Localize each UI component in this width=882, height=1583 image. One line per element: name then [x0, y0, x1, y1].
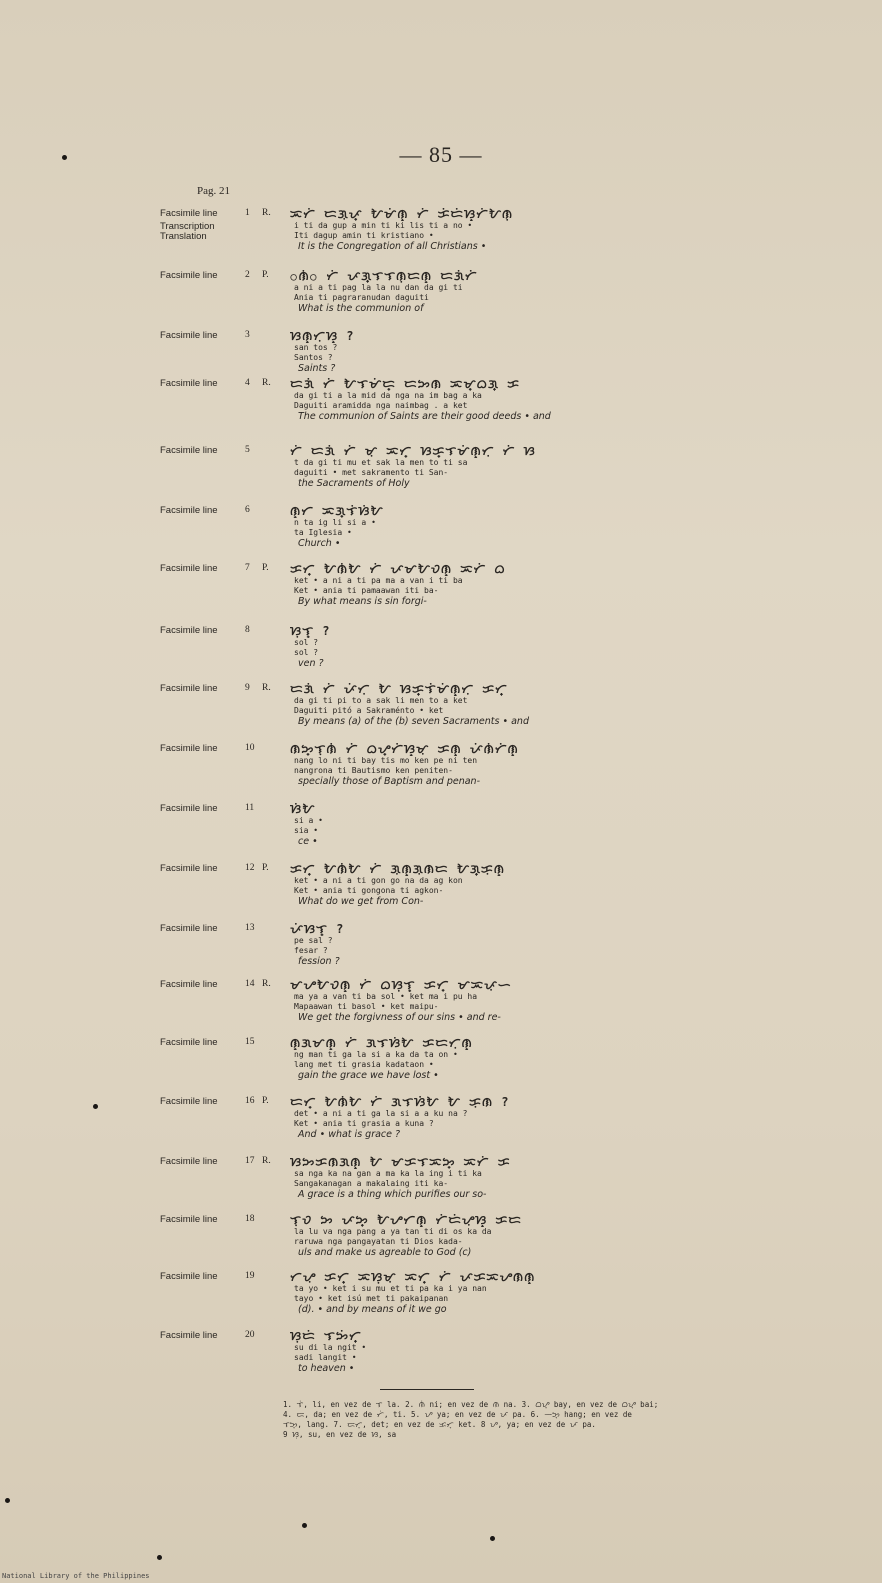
footnote-rule	[380, 1389, 474, 1390]
baybayin-script: ᜉᜒᜐᜎ᜔ ?	[290, 923, 345, 936]
english-translation: We get the forgivness of our sins • and re-	[298, 1012, 501, 1023]
facsimile-line-label: Facsimile line	[160, 445, 218, 456]
english-translation: Saints ?	[298, 363, 336, 374]
transcription: su di la ngit •	[294, 1343, 367, 1352]
facsimile-line-label: Facsimile line	[160, 563, 218, 574]
facsimile-line-number: 2	[245, 270, 250, 280]
ilocano-text: Daguiti pitó a Sakraménto • ket	[294, 706, 444, 715]
facsimile-line-label: Facsimile line	[160, 330, 218, 341]
baybayin-script: ᜇᜄᜒ ᜆᜒ ᜉᜒᜆᜓ ᜀ ᜐᜃ᜔ᜎᜒᜋᜒᜈ᜔ᜆᜓ ᜃᜆ᜔	[290, 683, 508, 696]
transcription: ma ya a van ti ba sol • ket ma i pu ha	[294, 992, 478, 1001]
facsimile-line-label: Facsimile line	[160, 979, 218, 990]
scan-speck	[62, 155, 67, 160]
speaker-marker: P.	[262, 270, 269, 280]
row-sublabel: Translation	[160, 231, 207, 242]
ilocano-text: Daguiti aramidda nga naimbag . a ket	[294, 401, 468, 410]
ilocano-text: Iti dagup amin ti kristiano •	[294, 231, 434, 240]
english-translation: What do we get from Con-	[298, 896, 424, 907]
footnote-line: ᜎᜅ᜔, lang. 7. ᜇᜆ᜔, det; en vez de ᜃᜆ᜔ ket. 8 ᜌ, ya; en vez de ᜉ pa.	[283, 1420, 596, 1429]
english-translation: ce •	[298, 836, 318, 847]
ilocano-text: fesar ?	[294, 946, 328, 955]
line-content	[290, 208, 720, 252]
line-content	[290, 979, 720, 1023]
baybayin-script: ᜐᜈ᜔ᜆᜓᜐ᜔ ?	[290, 330, 355, 343]
facsimile-line-label: Facsimile line	[160, 505, 218, 516]
transcription: ta yo • ket i su mu et ti pa ka i ya nan	[294, 1284, 487, 1293]
english-translation: By means (a) of the (b) seven Sacraments • and	[298, 716, 529, 727]
footnotes	[283, 1400, 713, 1440]
ilocano-text: daguiti • met sakramento ti San-	[294, 468, 449, 477]
scan-speck	[93, 1104, 98, 1109]
facsimile-line-number: 13	[245, 923, 255, 933]
line-content	[290, 378, 720, 422]
transcription: t da gi ti mu et sak la men to ti sa	[294, 458, 468, 467]
page-reference: Pag. 21	[197, 185, 230, 197]
english-translation: gain the grace we have lost •	[298, 1070, 439, 1081]
ilocano-text: sia •	[294, 826, 319, 835]
ilocano-text: sadi langit •	[294, 1353, 357, 1362]
line-content	[290, 1330, 720, 1374]
facsimile-line-label: Facsimile line	[160, 743, 218, 754]
transcription: sol ?	[294, 638, 319, 647]
facsimile-line-label: Facsimile line	[160, 923, 218, 934]
ilocano-text: tayo • ket isú met ti pakaipanan	[294, 1294, 449, 1303]
page-number: — 85 —	[399, 142, 483, 167]
transcription: ket • a ni a ti pa ma a van i ti ba	[294, 576, 463, 585]
scan-speck	[490, 1536, 495, 1541]
english-translation: A grace is a thing which purifies our so-	[298, 1189, 487, 1200]
line-content	[290, 445, 720, 489]
baybayin-script: ᜃᜆ᜔ ᜀᜈᜒᜀ ᜆᜒ ᜉᜋᜀᜏᜈ᜔ ᜁᜆᜒ ᜊ	[290, 563, 506, 576]
facsimile-line-label: Facsimile line	[160, 625, 218, 636]
facsimile-line-label: Facsimile line	[160, 1156, 218, 1167]
line-content	[290, 625, 720, 669]
baybayin-script: ᜐᜓᜎ᜔ ?	[290, 625, 331, 638]
facsimile-line-number: 20	[245, 1330, 255, 1340]
facsimile-line-label: Facsimile line	[160, 803, 218, 814]
facsimile-line-number: 11	[245, 803, 255, 813]
transcription: pe sal ?	[294, 936, 333, 945]
line-content	[290, 923, 720, 967]
facsimile-line-number: 18	[245, 1214, 255, 1224]
facsimile-line-number: 12	[245, 863, 255, 873]
english-translation: uls and make us agreable to God (c)	[298, 1247, 472, 1258]
baybayin-script: ᜇᜄᜒ ᜆᜒ ᜀᜎᜋᜒᜇ᜔ ᜇᜅᜈ ᜁᜋ᜔ᜊᜄ᜔ ᜃ	[290, 378, 520, 391]
scan-speck	[302, 1523, 307, 1528]
facsimile-line-label: Facsimile line	[160, 1271, 218, 1282]
ilocano-text: lang met ti grasia kadataon •	[294, 1060, 434, 1069]
facsimile-line-label: Facsimile line	[160, 1214, 218, 1225]
transcription: i ti da gup a min ti ki lis ti a no •	[294, 221, 473, 230]
english-translation: ven ?	[298, 658, 324, 669]
baybayin-script: ᜐᜅᜃᜈᜄᜈ᜔ ᜀ ᜋᜃᜎᜁᜅ᜔ ᜁᜆᜒ ᜃ	[290, 1156, 511, 1169]
facsimile-line-number: 10	[245, 743, 255, 753]
footnote-line: 4. ᜇ, da; en vez de ᜆᜒ, ti. 5. ᜌ ya; en vez de ᜉ pa. 6. ᜑᜅ᜔ hang; en vez de	[283, 1410, 632, 1419]
ilocano-text: raruwa nga pangayatan ti Dios kada-	[294, 1237, 463, 1246]
line-content	[290, 505, 720, 549]
facsimile-line-label: Facsimile line	[160, 683, 218, 694]
line-content	[290, 863, 720, 907]
english-translation: Church •	[298, 538, 341, 549]
english-translation: specially those of Baptism and penan-	[298, 776, 480, 787]
ilocano-text: Santos ?	[294, 353, 333, 362]
transcription: la lu va nga pang a ya tan ti di os ka da	[294, 1227, 492, 1236]
english-translation: What is the communion of	[298, 303, 424, 314]
line-content	[290, 1156, 720, 1200]
ilocano-text: Ania ti pagraranudan daguiti	[294, 293, 429, 302]
transcription: nang lo ni ti bay tis mo ken pe ni ten	[294, 756, 478, 765]
english-translation: By what means is sin forgi-	[298, 596, 427, 607]
line-content	[290, 563, 720, 607]
facsimile-line-label: Facsimile line	[160, 1330, 218, 1341]
transcription: da gi ti pi to a sak li men to a ket	[294, 696, 468, 705]
ilocano-text: ta Iglesia •	[294, 528, 352, 537]
ilocano-text: Ket • ania ti gongona ti agkon-	[294, 886, 444, 895]
footnote-line: 9 ᜐᜓ, su, en vez de ᜐ, sa	[283, 1430, 397, 1439]
baybayin-script: ᜎᜓᜏ ᜅ ᜉᜅ᜔ ᜀᜌᜆᜈ᜔ ᜆᜒᜇᜒᜌᜓᜐ᜔ ᜃᜇ	[290, 1214, 522, 1227]
baybayin-script: ᜁᜆᜒ ᜇᜄᜓᜉ᜔ ᜀᜋᜒᜈ᜔ ᜆᜒ ᜃᜒᜇᜒᜐ᜔ᜆᜒᜀᜈᜓ	[290, 208, 514, 221]
facsimile-line-number: 3	[245, 330, 250, 340]
facsimile-line-label: Facsimile line	[160, 1096, 218, 1107]
ilocano-text: Ket • ania ti grasia a kuna ?	[294, 1119, 434, 1128]
baybayin-script: ᜈ᜔ᜄᜋᜈ᜔ ᜆᜒ ᜄᜎᜐᜒᜀ ᜃᜇᜆᜓᜈ᜔	[290, 1037, 473, 1050]
speaker-marker: P.	[262, 563, 269, 573]
baybayin-script: ᜆᜒ ᜇᜄᜒ ᜆᜒ ᜋᜓ ᜁᜆ᜔ ᜐᜃ᜔ᜎᜋᜒᜈ᜔ᜆᜓ ᜆᜒ ᜐ	[290, 445, 536, 458]
ilocano-text: Mapaawan ti basol • ket maipu-	[294, 1002, 439, 1011]
transcription: ket • a ni a ti gon go na da ag kon	[294, 876, 463, 885]
footnote-line: 1. ᜎᜒ, li, en vez de ᜎ la. 2. ᜈᜒ ni; en vez de ᜈ na. 3. ᜊᜌ᜔ bay, en vez de ᜊᜌ᜔ bai;	[283, 1400, 659, 1409]
baybayin-script: ᜐᜓᜇᜒ ᜎᜅᜒᜆ᜔	[290, 1330, 362, 1343]
transcription: si a •	[294, 816, 323, 825]
facsimile-line-label: Facsimile line	[160, 270, 218, 281]
baybayin-script: ᜆᜌᜓ ᜃᜆ᜔ ᜁᜐᜓᜋᜓ ᜁᜆ᜔ ᜆᜒ ᜉᜃᜁᜌᜈᜈ᜔	[290, 1271, 536, 1284]
transcription: sa nga ka na gan a ma ka la ing i ti ka	[294, 1169, 482, 1178]
ilocano-text: sol ?	[294, 648, 319, 657]
line-content	[290, 1096, 720, 1140]
scan-speck	[157, 1555, 162, 1560]
facsimile-line-number: 7	[245, 563, 250, 573]
facsimile-line-number: 17	[245, 1156, 255, 1166]
facsimile-line-number: 9	[245, 683, 250, 693]
facsimile-line-number: 4	[245, 378, 250, 388]
library-credit: National Library of the Philippines	[2, 1572, 150, 1580]
facsimile-line-label: Facsimile line	[160, 1037, 218, 1048]
baybayin-script: ᜋᜌᜀᜏᜈ᜔ ᜆᜒ ᜊᜐᜓᜎ᜔ ᜃᜆ᜔ ᜋᜁᜉᜓᜑ	[290, 979, 512, 992]
baybayin-script: ᜈ᜔ᜆ ᜁᜄ᜔ᜎᜒᜐᜒᜀ	[290, 505, 384, 518]
line-content	[290, 330, 720, 374]
english-translation: And • what is grace ?	[298, 1129, 401, 1140]
facsimile-line-number: 15	[245, 1037, 255, 1047]
baybayin-script: ᜇᜆ᜔ ᜀᜈᜒᜀ ᜆᜒ ᜄᜎᜐᜒᜀ ᜀ ᜃᜓᜈ ?	[290, 1096, 510, 1109]
speaker-marker: P.	[262, 863, 269, 873]
row-sublabel: Transcription	[160, 221, 215, 232]
transcription: ng man ti ga la si a ka da ta on •	[294, 1050, 458, 1059]
line-content	[290, 1037, 720, 1081]
transcription: n ta ig li si a •	[294, 518, 376, 527]
transcription: san tos ?	[294, 343, 338, 352]
ilocano-text: Ket • ania ti pamaawan iti ba-	[294, 586, 439, 595]
baybayin-script: ᜐᜒᜀ	[290, 803, 316, 816]
transcription: det • a ni a ti ga la si a a ku na ?	[294, 1109, 468, 1118]
facsimile-line-number: 6	[245, 505, 250, 515]
baybayin-script: ᜀᜈᜒᜀ ᜆᜒ ᜉᜄ᜔ᜎᜎᜈᜓᜇᜈ᜔ ᜇᜄᜒᜆᜒ	[290, 270, 478, 283]
speaker-marker: R.	[262, 378, 271, 388]
line-content	[290, 683, 720, 727]
english-translation: The communion of Saints are their good deeds • and	[298, 411, 551, 422]
line-content	[290, 1214, 720, 1258]
facsimile-line-number: 14	[245, 979, 255, 989]
speaker-marker: R.	[262, 979, 271, 989]
facsimile-line-number: 19	[245, 1271, 255, 1281]
facsimile-line-label: Facsimile line	[160, 378, 218, 389]
facsimile-line-number: 5	[245, 445, 250, 455]
line-content	[290, 803, 720, 847]
english-translation: to heaven •	[298, 1363, 355, 1374]
scan-speck	[5, 1498, 10, 1503]
english-translation: (d). • and by means of it we go	[298, 1304, 447, 1315]
facsimile-line-number: 1	[245, 208, 250, 218]
facsimile-line-label: Facsimile line	[160, 863, 218, 874]
baybayin-script: ᜈᜅ᜔ᜎᜓᜈᜒ ᜆᜒ ᜊᜌ᜔ᜆᜒᜐ᜔ᜋᜓ ᜃᜈ᜔ ᜉᜒᜈᜒᜆᜒᜈ᜔	[290, 743, 519, 756]
speaker-marker: R.	[262, 208, 271, 218]
english-translation: It is the Congregation of all Christians •	[298, 241, 487, 252]
ilocano-text: Sangakanagan a makalaing iti ka-	[294, 1179, 449, 1188]
english-translation: fession ?	[298, 956, 340, 967]
line-content	[290, 270, 720, 314]
facsimile-line-label: Facsimile line	[160, 208, 218, 219]
speaker-marker: R.	[262, 683, 271, 693]
ilocano-text: nangrona ti Bautismo ken peniten-	[294, 766, 453, 775]
speaker-marker: P.	[262, 1096, 269, 1106]
baybayin-script: ᜃᜆ᜔ ᜀᜈᜒᜀ ᜆᜒ ᜄᜓᜈ᜔ᜄᜓᜈᜇ ᜀᜄ᜔ᜃᜓᜈ᜔	[290, 863, 505, 876]
facsimile-line-number: 16	[245, 1096, 255, 1106]
line-content	[290, 743, 720, 787]
transcription: a ni a ti pag la la nu dan da gi ti	[294, 283, 463, 292]
facsimile-line-number: 8	[245, 625, 250, 635]
speaker-marker: R.	[262, 1156, 271, 1166]
english-translation: the Sacraments of Holy	[298, 478, 410, 489]
line-content	[290, 1271, 720, 1315]
transcription: da gi ti a la mid da nga na im bag a ka	[294, 391, 482, 400]
